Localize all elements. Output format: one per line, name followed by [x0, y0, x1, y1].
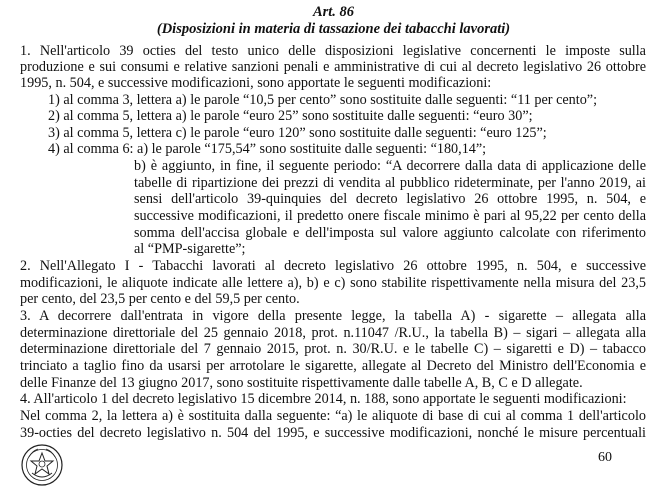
text-line: delle Finanze del 13 giugno 2017, sono sostituite rispettivamente dalle tabelle A, B, C e D allegate. — [20, 375, 583, 391]
sub-item-line: b) è aggiunto, in fine, il seguente periodo: “A decorrere dalla data di applicazione delle — [134, 158, 646, 174]
list-item: 2) al comma 5, lettera a) le parole “euro 25” sono sostituite dalle seguenti: “euro 30”; — [48, 108, 533, 124]
text-line: 2. Nell'Allegato I - Tabacchi lavorati al decreto legislativo 26 ottobre 1995, n. 504, e successive — [20, 258, 646, 274]
sub-item-line: somma dell'accisa globale e dell'imposta sul valore aggiunto calcolate con riferimento — [134, 225, 646, 241]
text-line: modificazioni, le aliquote indicate alle lettere a), b) e c) sono stabilite rispettivamente nella misura del 23,5 — [20, 275, 646, 291]
text-line: trinciato a taglio fino da usarsi per arrotolare le sigarette, allegate al Decreto del Ministro dell'Economia e — [20, 358, 646, 374]
article-subtitle: (Disposizioni in materia di tassazione dei tabacchi lavorati) — [156, 21, 511, 37]
list-item: 1) al comma 3, lettera a) le parole “10,5 per cento” sono sostituite dalle seguenti: “11 per cento”; — [48, 92, 598, 108]
text-line: 3. A decorrere dall'entrata in vigore della presente legge, la tabella A) - sigarette – allegata alla — [20, 308, 646, 324]
text-line: determinazione direttoriale del 25 gennaio 2018, prot. n.11047 /R.U., la tabella B) – sigari – allegata alla — [20, 325, 646, 341]
page-number: 60 — [598, 450, 612, 465]
text-line: per cento, del 23,5 per cento e del 59,5 per cento. — [20, 291, 300, 307]
text-line: 4. All'articolo 1 del decreto legislativo 15 dicembre 2014, n. 188, sono apportate le seguenti modificazioni: — [20, 391, 627, 407]
text-line: produzione e sui consumi e relative sanzioni penali e amministrative di cui al decreto legislativo 26 ottobre — [20, 59, 646, 75]
list-item: 4) al comma 6: a) le parole “175,54” sono sostituite dalle seguenti: “180,14”; — [48, 141, 487, 157]
sub-item-line: tabelle di ripartizione dei prezzi di vendita al pubblico rideterminate, per l'anno 2019, ai — [134, 175, 646, 191]
text-line: Nel comma 2, la lettera a) è sostituita dalla seguente: “a) le aliquote di base di cui al comma 1 dell'articolo — [20, 408, 646, 424]
sub-item-line: sensi dell'articolo 39-quinquies del decreto legislativo 26 ottobre 1995, n. 504, e — [134, 191, 646, 207]
sub-item-line: successive modificazioni, il predetto onere fiscale minimo è pari al 95,22 per cento della — [134, 208, 646, 224]
article-title: Art. 86 — [312, 4, 355, 20]
emblem-icon — [20, 443, 64, 487]
text-line: 39-octies del decreto legislativo n. 504 del 1995, e successive modificazioni, nonché le misure percentuali — [20, 425, 646, 441]
text-line: 1. Nell'articolo 39 octies del testo unico delle disposizioni legislative concernenti le imposte sulla — [20, 43, 646, 59]
text-line: 1995, n. 504, e successive modificazioni, sono apportate le seguenti modificazioni: — [20, 75, 492, 91]
text-line: determinazione direttoriale del 7 gennaio 2015, prot. n. 30/R.U. e le tabelle C) – sigaretti e D) – tabacco — [20, 341, 646, 357]
sub-item-line: al “PMP-sigarette”; — [134, 241, 246, 257]
list-item: 3) al comma 5, lettera c) le parole “euro 120” sono sostituite dalle seguenti: “euro 125”; — [48, 125, 547, 141]
